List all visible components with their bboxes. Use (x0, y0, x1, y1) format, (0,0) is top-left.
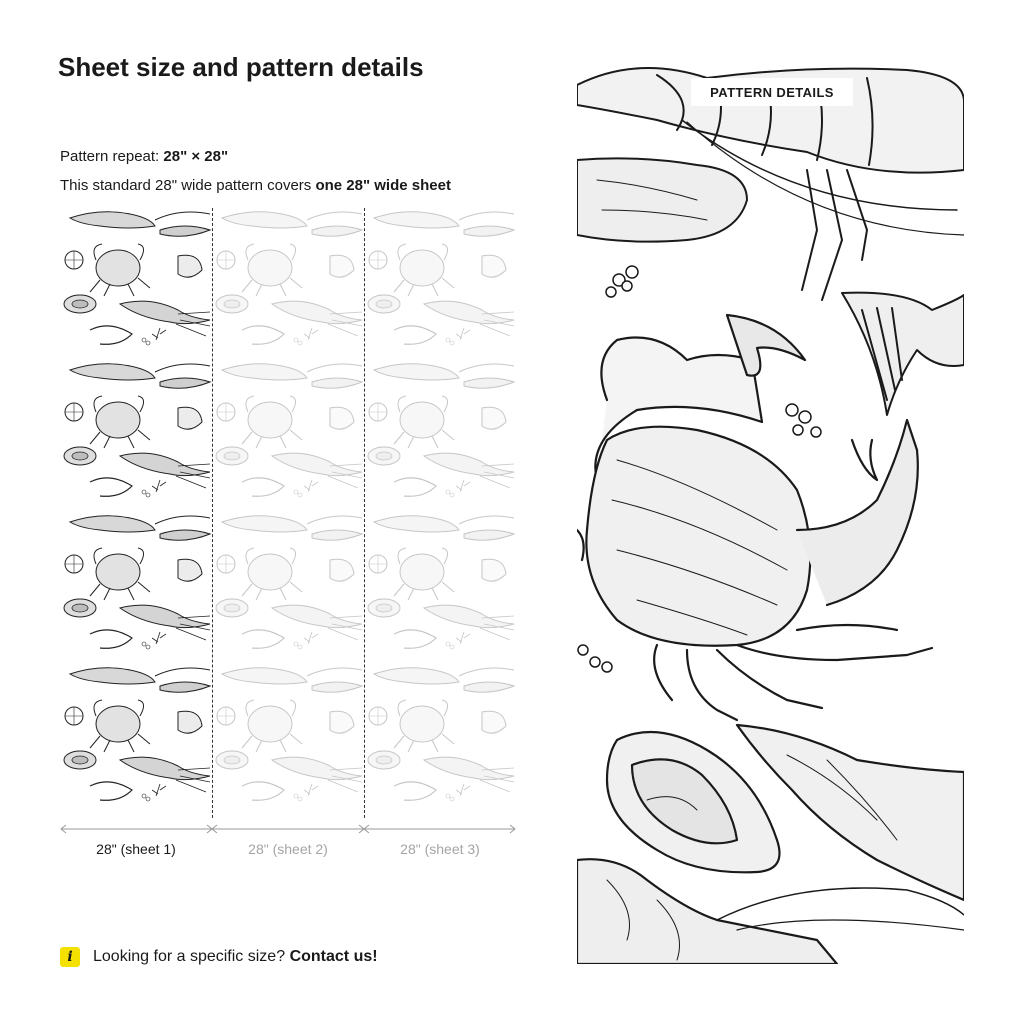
sheet-1-preview (60, 208, 212, 818)
pattern-tile (364, 208, 516, 818)
pattern-coverage-bold: one 28" wide sheet (315, 177, 451, 194)
pattern-details-badge: PATTERN DETAILS (691, 78, 853, 106)
sheet-divider (212, 208, 213, 818)
oyster-illustration (607, 732, 780, 872)
pattern-detail-image (577, 60, 964, 964)
sheet-divider (364, 208, 365, 818)
fish-tail-illustration (842, 293, 964, 415)
info-icon: i (60, 947, 80, 967)
sheet-3-label: 28" (sheet 3) (400, 841, 480, 857)
pattern-coverage-line (60, 177, 451, 194)
sheet-2-label: 28" (sheet 2) (248, 841, 328, 857)
pattern-tile (60, 208, 212, 818)
sheet-3-preview (364, 208, 516, 818)
pattern-repeat-line (60, 148, 228, 165)
page-title: Sheet size and pattern details (58, 52, 424, 82)
contact-prompt-text: Looking for a specific size? (93, 948, 286, 965)
squid-illustration (737, 725, 964, 900)
pattern-repeat-value: 28" × 28" (163, 148, 229, 165)
sheet-1-label: 28" (sheet 1) (96, 841, 176, 857)
pattern-repeat-label: Pattern repeat: (60, 148, 160, 165)
contact-link[interactable]: Contact us! (289, 948, 378, 965)
pattern-tile (212, 208, 364, 818)
sheet-width-dimension (60, 822, 516, 836)
sheet-preview (60, 208, 516, 818)
pattern-coverage-text: This standard 28" wide pattern covers (60, 177, 312, 194)
sheet-2-preview (212, 208, 364, 818)
contact-prompt (60, 946, 378, 968)
